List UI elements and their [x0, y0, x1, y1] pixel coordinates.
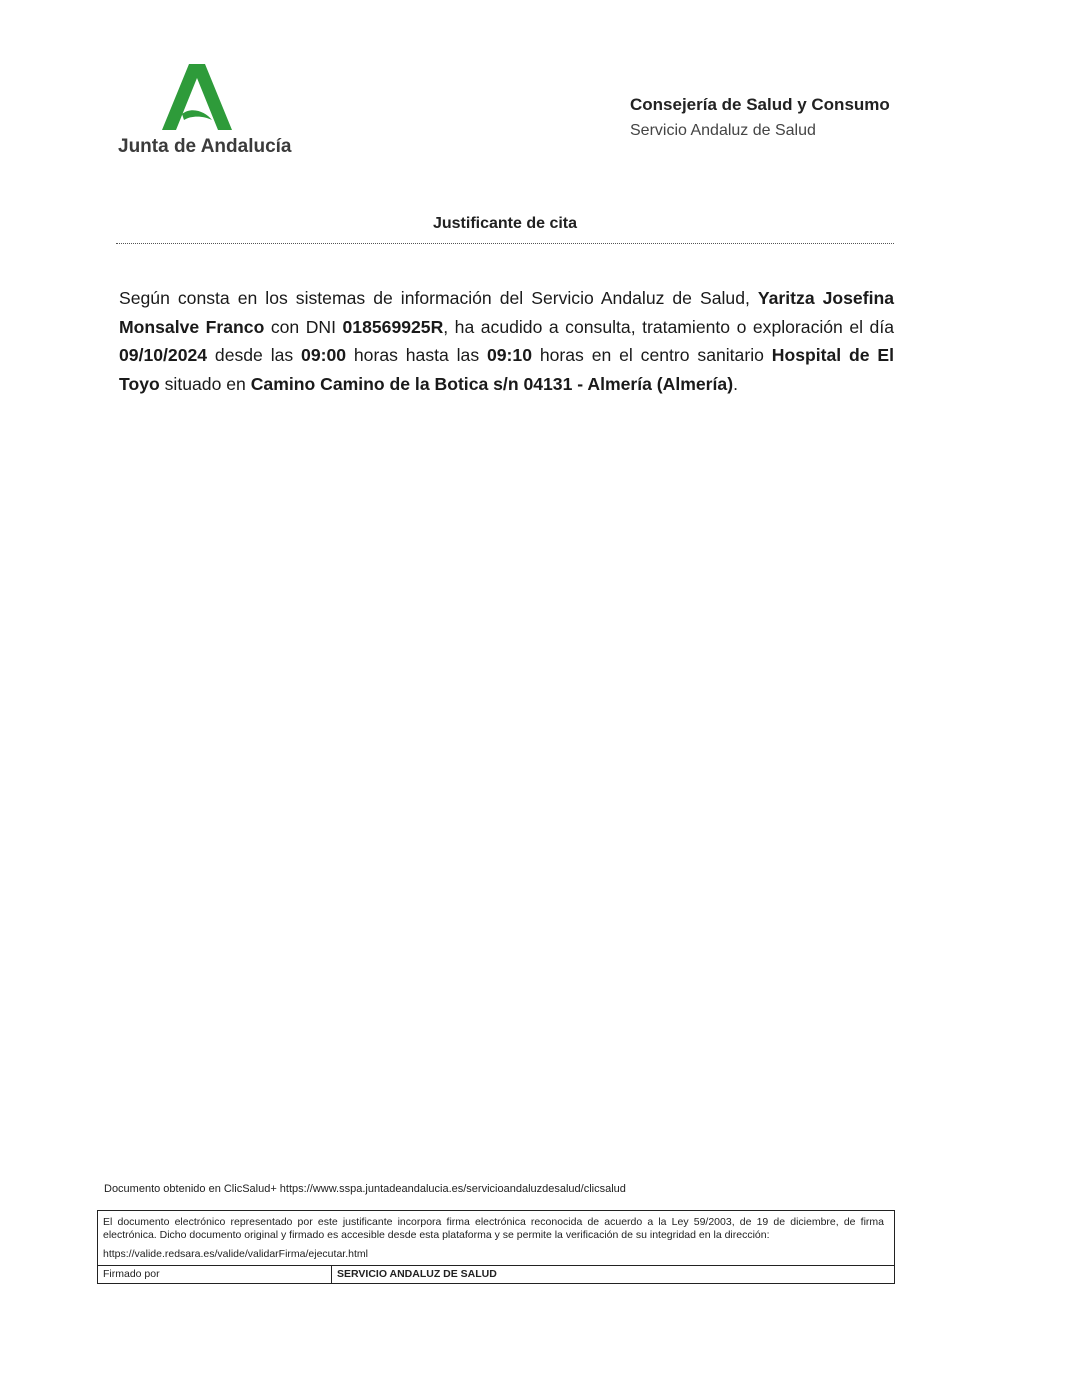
org-subtitle: Servicio Andaluz de Salud: [630, 122, 816, 139]
signature-notice-section: [98, 1211, 894, 1266]
verify-url: https://valide.redsara.es/valide/validarFirma/ejecutar.html: [103, 1248, 368, 1260]
body-text-segment: situado en: [159, 373, 251, 394]
body-value: Yaritza Josefina Monsalve Franco: [119, 288, 894, 337]
body-text-segment: desde las: [207, 345, 302, 365]
signature-box: [97, 1210, 895, 1284]
certificate-body: [119, 284, 894, 398]
body-value: 09:00: [301, 345, 347, 365]
body-text-segment: horas en el centro sanitario: [531, 345, 772, 365]
signed-by-row: [98, 1266, 894, 1283]
body-value: 09/10/2024: [119, 345, 208, 365]
signature-notice: El documento electrónico representado por este justificante incorpora firma electrónica reconocida de acuerdo a la Ley 59/2003, de 19 de diciembre, de firma electrónica. Dicho documento original y firmado es accesible desde esta plataforma y se permite la verificación de su integridad en la dirección:: [103, 1216, 884, 1241]
body-text-segment: , ha acudido a consulta, tratamiento o exploración el día: [443, 316, 894, 337]
junta-de-andalucia-logo: [118, 62, 292, 162]
signed-by-value: SERVICIO ANDALUZ DE SALUD: [337, 1268, 497, 1280]
title-divider: [116, 243, 894, 244]
body-value: Camino Camino de la Botica s/n 04131 - Almería (Almería): [250, 373, 734, 394]
body-value: 09:10: [486, 345, 532, 365]
body-value: Hospital de El Toyo: [119, 345, 895, 394]
body-text-segment: con DNI: [264, 316, 343, 337]
body-text-segment: horas hasta las: [346, 345, 487, 365]
body-value: 018569925R: [342, 316, 444, 337]
source-line: Documento obtenido en ClicSalud+ https://www.sspa.juntadeandalucia.es/servicioandaluzdesalud/clicsalud: [104, 1183, 626, 1195]
body-text-segment: .: [733, 373, 738, 394]
organization-header: [630, 94, 930, 142]
andalucia-a-logo-icon: [162, 62, 234, 134]
signed-by-label: Firmado por: [98, 1266, 332, 1283]
body-text-segment: Según consta en los sistemas de información del Servicio Andaluz de Salud,: [119, 288, 758, 308]
org-title: Consejería de Salud y Consumo: [630, 95, 890, 114]
document-title: Justificante de cita: [432, 215, 578, 232]
logo-text: Junta de Andalucía: [118, 136, 292, 157]
